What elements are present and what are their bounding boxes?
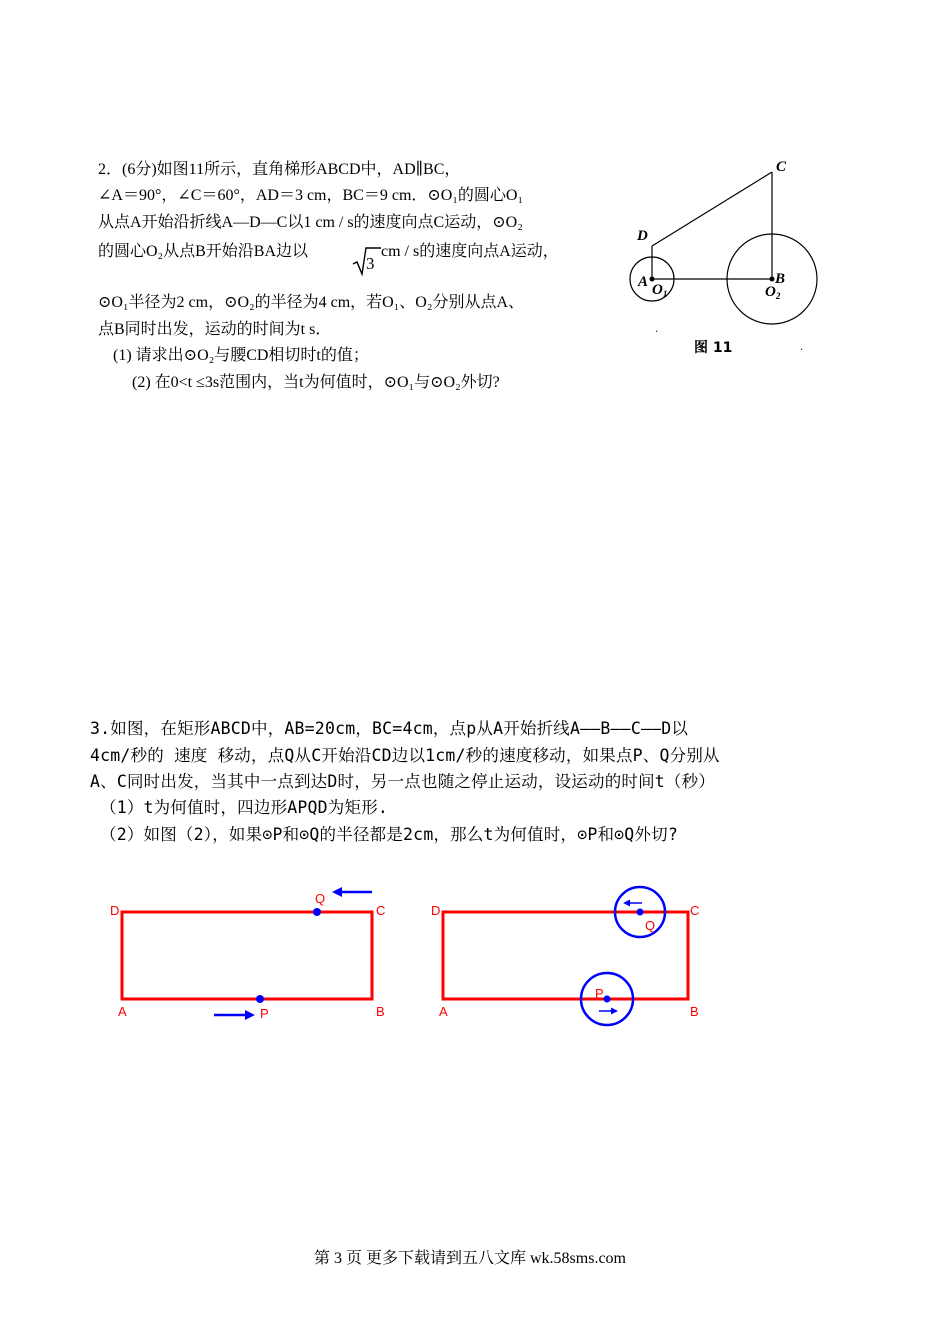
arrow-q-left-icon xyxy=(332,887,342,897)
label-c: C xyxy=(776,159,787,175)
label-a: A xyxy=(638,274,649,290)
leg-dc xyxy=(652,172,772,246)
stray-dot-left: . xyxy=(655,324,659,335)
problem-2-line-3: 从点A开始沿折线A—D—C以1 cm / s的速度向点C运动，⊙O₂ xyxy=(98,214,523,231)
label-q: Q xyxy=(645,918,656,933)
problem-2-question-1: (1) 请求出⊙O₂与腰CD相切时t的值； xyxy=(113,347,369,364)
stray-dot-right: . xyxy=(800,342,804,353)
sqrt-value: 3 xyxy=(366,254,375,273)
problem-2-line-6: 点B同时出发，运动的时间为t s． xyxy=(98,321,332,338)
problem-3-line-2: 4cm/秒的 速度 移动，点Q从C开始沿CD边以1cm/秒的速度移动，如果点P、Q分别从 xyxy=(90,746,720,765)
arrow-p-right-icon xyxy=(245,1010,255,1020)
point-o2 xyxy=(770,277,775,282)
label-o2: $O_2$ xyxy=(765,284,781,301)
rectangle-figure-1 xyxy=(100,870,400,1040)
problem-2-line-1: 2．(6分)如图11所示，直角梯形ABCD中，AD∥BC， xyxy=(98,161,461,178)
point-o1 xyxy=(650,277,655,282)
label-b: B xyxy=(690,1004,699,1019)
label-o1: $O_1$ xyxy=(652,282,668,299)
problem-3-question-2: （2）如图（2），如果⊙P和⊙Q的半径都是2cm，那么t为何值时，⊙P和⊙Q外切? xyxy=(100,825,678,844)
label-a: A xyxy=(118,1004,127,1019)
rectangle-abcd xyxy=(122,912,372,999)
problem-3-question-1: （1）t为何值时，四边形APQD为矩形. xyxy=(100,798,389,817)
label-q: Q xyxy=(315,891,326,906)
label-b: B xyxy=(376,1004,385,1019)
arrow-p-right-icon xyxy=(611,1008,618,1015)
label-p: P xyxy=(595,986,604,1001)
problem-2-line-2: ∠A＝90°，∠C＝60°，AD＝3 cm，BC＝9 cm．⊙O₁的圆心O₁ xyxy=(98,187,524,204)
problem-3-line-3: A、C同时出发，当其中一点到达D时，另一点也随之停止运动，设运动的时间t（秒） xyxy=(90,772,716,791)
page-footer: 第 3 页 更多下载请到五八文库 wk.58sms.com xyxy=(314,1250,627,1267)
problem-3-line-1: 3.如图，在矩形ABCD中，AB=20cm，BC=4cm，点p从A开始折线A——B——C——D以 xyxy=(90,719,689,738)
problem-2-line-5: ⊙O₁半径为2 cm，⊙O₂的半径为4 cm，若O₁、O₂分别从点A、 xyxy=(98,294,524,311)
arrow-q-left-icon xyxy=(623,900,630,907)
point-p xyxy=(256,995,264,1003)
point-p xyxy=(604,996,611,1003)
label-d: D xyxy=(637,228,648,244)
label-b: B xyxy=(775,271,786,287)
label-a: A xyxy=(439,1004,448,1019)
problem-2-question-2: (2) 在0<t ≤3s范围内，当t为何值时，⊙O₁与⊙O₂外切? xyxy=(132,374,500,391)
label-c: C xyxy=(376,903,386,918)
label-c: C xyxy=(690,903,700,918)
figure-11 xyxy=(620,150,840,370)
rectangle-figure-2 xyxy=(425,870,725,1040)
label-p: P xyxy=(260,1006,269,1021)
label-d: D xyxy=(110,903,120,918)
figure-11-caption: 图 11 xyxy=(694,340,733,356)
point-q xyxy=(313,908,321,916)
problem-2-line-4b: cm / s的速度向点A运动， xyxy=(381,243,559,260)
point-q xyxy=(637,909,644,916)
problem-2-line-4a: 的圆心O₂从点B开始沿BA边以 xyxy=(98,243,309,260)
label-d: D xyxy=(431,903,441,918)
